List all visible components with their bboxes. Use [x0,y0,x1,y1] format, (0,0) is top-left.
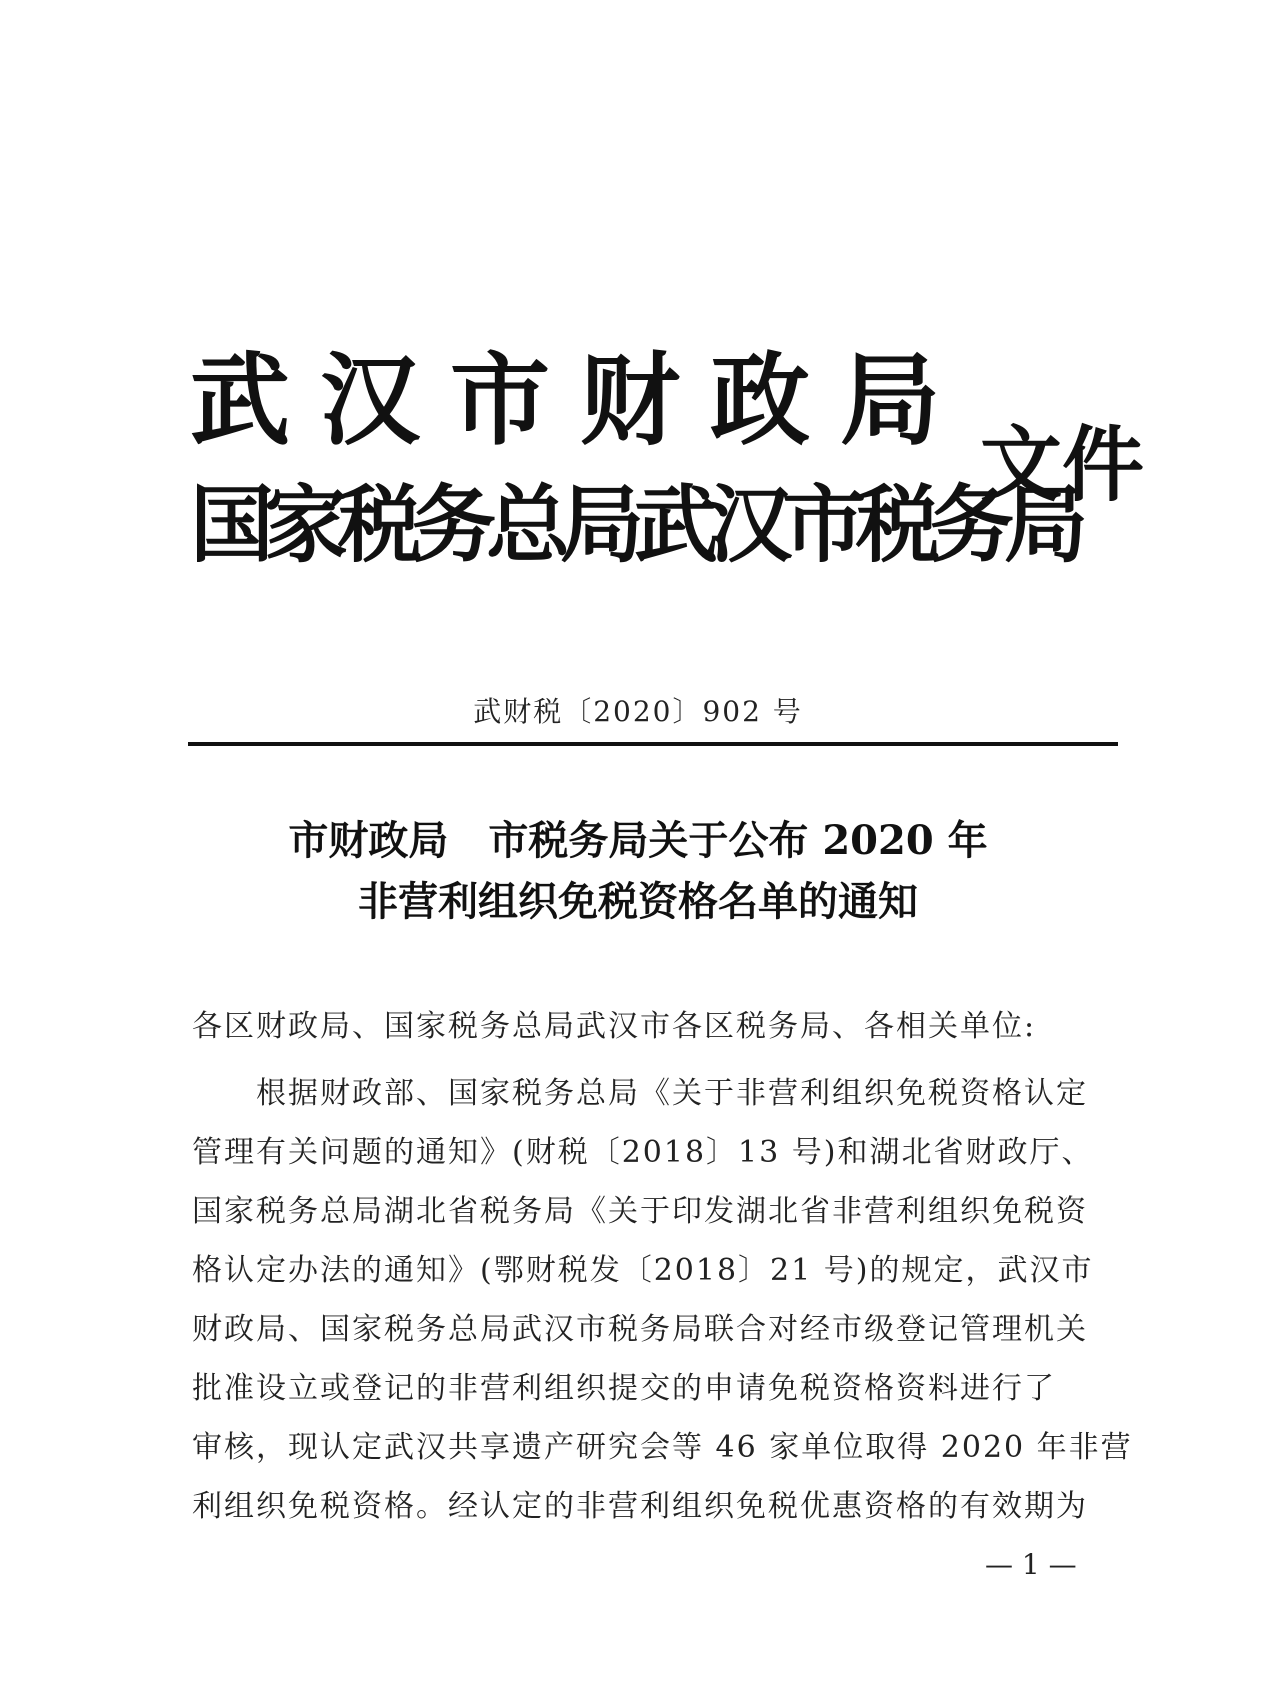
body-paragraph [192,1064,1133,1536]
document-type-label: 文件 [980,417,1145,513]
header-separator-line [188,742,1118,746]
body-line: 财政局、国家税务总局武汉市税务局联合对经市级登记管理机关 [192,1312,1088,1347]
body-line: 国家税务总局湖北省税务局《关于印发湖北省非营利组织免税资 [192,1194,1088,1229]
body-line: 利组织免税资格。经认定的非营利组织免税优惠资格的有效期为 [192,1489,1088,1524]
document-header [190,341,1150,595]
issuer-line-1: 武汉市财政局 [190,341,970,459]
body-line: 批准设立或登记的非营利组织提交的申请免税资格资料进行了 [192,1371,1056,1406]
document-number: 武财税〔2020〕902 号 [473,695,803,728]
body-line: 管理有关问题的通知》(财税〔2018〕13 号)和湖北省财政厅、 [192,1135,1094,1170]
body-line: 审核，现认定武汉共享遗产研究会等 46 家单位取得 2020 年非营 [192,1430,1133,1465]
body-line: 根据财政部、国家税务总局《关于非营利组织免税资格认定 [256,1076,1088,1111]
addressee: 各区财政局、国家税务总局武汉市各区税务局、各相关单位: [192,1009,1037,1044]
page-number: — 1 — [985,1548,1077,1581]
issuer-line-2: 国家税务总局武汉市税务局 [190,476,1079,574]
body-line: 格认定办法的通知》(鄂财税发〔2018〕21 号)的规定，武汉市 [192,1253,1094,1288]
notice-title-line-1: 市财政局 市税务局关于公布 2020 年 [288,817,988,864]
notice-title-line-2: 非营利组织免税资格名单的通知 [358,878,918,925]
